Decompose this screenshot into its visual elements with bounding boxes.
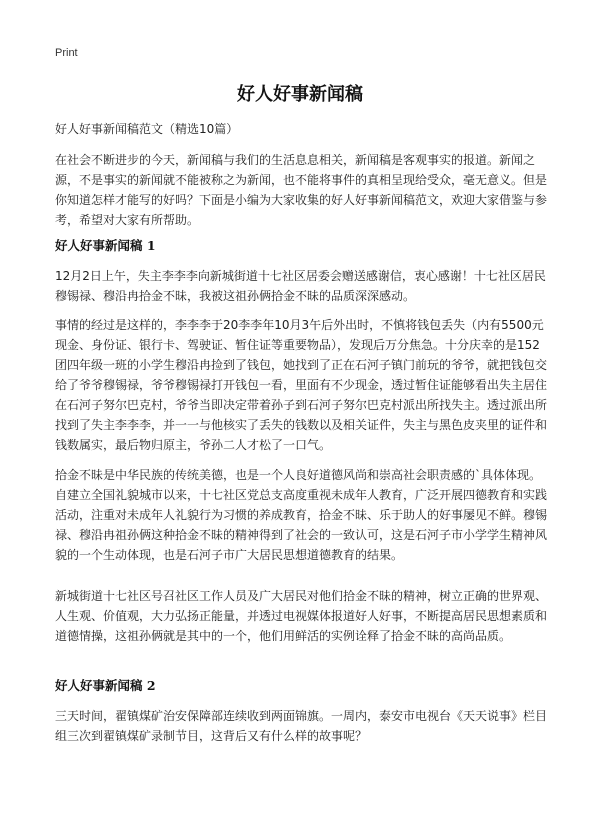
paragraph-text: 在社会不断进步的今天，新闻稿与我们的生活息息相关，新闻稿是客观事实的报道。新闻之源，不是事实的新闻就不能被称之为新闻，也不能将事件的真相呈现给受众，毫无意义。但是你知道怎样才能写的好吗？下面是小编为大家收集的好人好事新闻稿范文，欢迎大家借鉴与参考，希望对大家有所帮助。 <box>55 153 548 227</box>
paragraph-text: 事情的经过是这样的，李李李于20李李年10月3午后外出时，不慎将钱包丢失（内有5500元现金、身份证、银行卡、驾驶证、暂住证等重要物品），发现后万分焦急。十分庆幸的是152团四年级一班的小学生穆沿冉捡到了钱包，她找到了正在石河子镇门前玩的爷爷，就把钱包交给了爷爷穆锡禄，爷爷穆锡禄打开钱包一看，里面有不少现金，透过暂住证能够看出失主居住在石河子努尔巴克村，爷爷当即决定带着孙子到石河子努尔巴克村派出所找失主。透过派出所找到了失主李李李，并一一与他核实了丢失的钱数以及相关证件，失主与黑色皮夹里的证件和钱数属实，最后物归原主，爷孙二人才松了一口气。 <box>55 318 548 452</box>
section-1-paragraph-1 <box>55 266 550 306</box>
section-1-paragraph-2 <box>55 315 550 455</box>
section-1-paragraph-4 <box>55 586 550 646</box>
paragraph-text: 12月2日上午，失主李李李向新城街道十七社区居委会赠送感谢信，衷心感谢！十七社区居民穆锡禄、穆沿冉拾金不昧，我被这祖孙俩拾金不昧的品质深深感动。 <box>55 269 546 303</box>
paragraph-text: 新城街道十七社区号召社区工作人员及广大居民对他们拾金不昧的精神，树立正确的世界观、人生观、价值观，大力弘扬正能量，并透过电视媒体报道好人好事，不断提高居民思想素质和道德情操，这祖孙俩就是其中的一个，他们用鲜活的实例诠释了拾金不昧的高尚品质。 <box>55 589 548 643</box>
section-2-paragraph-1 <box>55 706 550 746</box>
print-link[interactable]: Print <box>55 47 78 59</box>
page-title: 好人好事新闻稿 <box>237 84 363 105</box>
section-heading-2: 好人好事新闻稿 2 <box>55 678 156 693</box>
paragraph-text: 拾金不昧是中华民族的传统美德，也是一个人良好道德风尚和崇高社会职责感的`具体体现。自建立全国礼貌城市以来，十七社区党总支高度重视未成年人教育，广泛开展四德教育和实践活动，注重对未成年人礼貌行为习惯的养成教育，拾金不昧、乐于助人的好事屡见不鲜。穆锡禄、穆沿冉祖孙俩这种拾金不昧的精神得到了社会的一致认可，这是石河子市小学学生精神风貌的一个生动体现，也是石河子市广大居民思想道德教育的结果。 <box>55 468 548 562</box>
section-heading-1: 好人好事新闻稿 1 <box>55 238 156 253</box>
section-1-paragraph-3 <box>55 465 550 565</box>
paragraph-text: 三天时间，翟镇煤矿治安保障部连续收到两面锦旗。一周内，泰安市电视台《天天说事》栏目组三次到翟镇煤矿录制节目，这背后又有什么样的故事呢？ <box>55 709 548 743</box>
article-subtitle: 好人好事新闻稿范文（精选10篇） <box>55 122 239 136</box>
intro-paragraph <box>55 150 550 230</box>
